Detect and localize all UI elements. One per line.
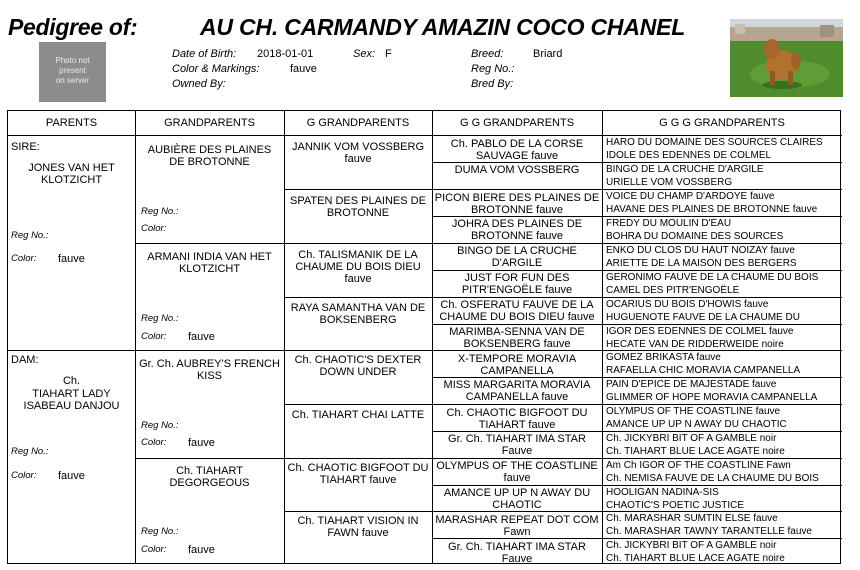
- grandparent-reg-label: Reg No.:: [141, 526, 179, 537]
- col-header-ggg-grandparents: G G G GRANDPARENTS: [659, 117, 785, 129]
- gg-grandparent: Ch. CHAOTIC BIGFOOT DU TIAHART fauve: [446, 407, 588, 431]
- grandparent-color-label: Color:: [141, 331, 167, 342]
- pedigree-label: Pedigree of:: [8, 14, 138, 40]
- owned-by-label: Owned By:: [172, 78, 226, 90]
- g-grandparent: Ch. TIAHART VISION IN FAWN fauve: [297, 515, 419, 539]
- ggg-grandparent: Ch. JICKYBRI BIT OF A GAMBLE noir: [606, 433, 777, 444]
- ggg-grandparent: ENKO DU CLOS DU HAUT NOIZAY fauve: [606, 245, 795, 256]
- gg-grandparent: MISS MARGARITA MORAVIA CAMPANELLA fauve: [443, 379, 591, 403]
- dog-name-title: AU CH. CARMANDY AMAZIN COCO CHANEL: [200, 14, 686, 40]
- bred-by-label: Bred By:: [471, 78, 514, 90]
- grandparent-reg-label: Reg No.:: [141, 206, 179, 217]
- sire-color-value: fauve: [58, 253, 85, 265]
- g-grandparent: Ch. TALISMANIK DE LA CHAUME DU BOIS DIEU fauve: [295, 249, 421, 285]
- dam-reg-label: Reg No.:: [11, 446, 49, 457]
- ggg-grandparent: BINGO DE LA CRUCHE D'ARGILE: [606, 164, 764, 175]
- dob-value: 2018-01-01: [257, 48, 314, 60]
- photo-placeholder-line: Photo not: [55, 56, 90, 65]
- ggg-grandparent: GERONIMO FAUVE DE LA CHAUME DU BOIS: [606, 272, 819, 283]
- color-markings-value: fauve: [290, 63, 317, 75]
- ggg-grandparent: Ch. TIAHART BLUE LACE AGATE noire: [606, 553, 785, 564]
- gg-grandparent: Gr. Ch. TIAHART IMA STAR Fauve: [448, 541, 586, 565]
- col-header-gg-grandparents: G G GRANDPARENTS: [459, 117, 575, 129]
- dam-name: TIAHART LADY ISABEAU DANJOU: [23, 388, 120, 412]
- gg-grandparent: MARIMBA-SENNA VAN DE BOKSENBERG fauve: [449, 326, 585, 350]
- grandparent-name: AUBIÈRE DES PLAINES DE BROTONNE: [147, 144, 272, 168]
- gg-grandparent: Ch. OSFERATU FAUVE DE LA CHAUME DU BOIS DIEU fauve: [439, 299, 595, 323]
- dam-role-label: DAM:: [11, 354, 39, 366]
- gg-grandparent: JOHRA DES PLAINES DE BROTONNE fauve: [451, 218, 583, 242]
- g-grandparent: Ch. TIAHART CHAI LATTE: [291, 409, 425, 421]
- grandparent-name: ARMANI INDIA VAN HET KLOTZICHT: [147, 251, 272, 275]
- grandparent-color-label: Color:: [141, 437, 167, 448]
- grandparent-color-label: Color:: [141, 544, 167, 555]
- grandparent-color-value: fauve: [188, 331, 215, 343]
- ggg-grandparent: AMANCE UP UP N AWAY DU CHAOTIC: [606, 419, 787, 430]
- col-header-grandparents: GRANDPARENTS: [164, 117, 255, 129]
- gg-grandparent: OLYMPUS OF THE COASTLINE fauve: [436, 460, 598, 484]
- ggg-grandparent: IDOLE DES EDENNES DE COLMEL: [606, 150, 772, 161]
- ggg-grandparent: RAFAELLA CHIC MORAVIA CAMPANELLA: [606, 365, 801, 376]
- ggg-grandparent: HARO DU DOMAINE DES SOURCES CLAIRES: [606, 137, 823, 148]
- dob-label: Date of Birth:: [172, 48, 237, 60]
- sex-label: Sex:: [353, 48, 376, 60]
- dam-title: Ch.: [62, 375, 81, 387]
- photo-placeholder-line: present: [59, 66, 86, 75]
- grandparent-color-value: fauve: [188, 544, 215, 556]
- grandparent-color-label: Color:: [141, 223, 167, 234]
- g-grandparent: Ch. CHAOTIC BIGFOOT DU TIAHART fauve: [287, 462, 429, 486]
- grandparent-name: Gr. Ch. AUBREY'S FRENCH KISS: [139, 358, 280, 382]
- ggg-grandparent: Ch. MARASHAR TAWNY TARANTELLE fauve: [606, 526, 812, 537]
- ggg-grandparent: OCARIUS DU BOIS D'HOWIS fauve: [606, 299, 769, 310]
- g-grandparent: Ch. CHAOTIC'S DEXTER DOWN UNDER: [294, 354, 422, 378]
- ggg-grandparent: PAIN D'EPICE DE MAJESTADE fauve: [606, 379, 777, 390]
- sire-reg-label: Reg No.:: [11, 230, 49, 241]
- gg-grandparent: Ch. PABLO DE LA CORSE SAUVAGE fauve: [450, 138, 584, 162]
- ggg-grandparent: Am Ch IGOR OF THE COASTLINE Fawn: [606, 460, 791, 471]
- g-grandparent: JANNIK VOM VOSSBERG fauve: [291, 141, 425, 165]
- ggg-grandparent: Ch. MARASHAR SUMTIN ELSE fauve: [606, 513, 778, 524]
- ggg-grandparent: GLIMMER OF HOPE MORAVIA CAMPANELLA: [606, 392, 818, 403]
- col-header-parents: PARENTS: [45, 117, 98, 129]
- grandparent-reg-label: Reg No.:: [141, 313, 179, 324]
- ggg-grandparent: CAMEL DES PITR'ENGOËLE: [606, 285, 740, 296]
- col-header-g-grandparents: G GRANDPARENTS: [306, 117, 410, 129]
- ggg-grandparent: OLYMPUS OF THE COASTLINE fauve: [606, 406, 781, 417]
- pedigree-table: [7, 110, 841, 564]
- ggg-grandparent: HAVANE DES PLAINES DE BROTONNE fauve: [606, 204, 818, 215]
- sire-role-label: SIRE:: [11, 141, 40, 153]
- g-grandparent: SPATEN DES PLAINES DE BROTONNE: [290, 195, 426, 219]
- dam-color-label: Color:: [11, 470, 37, 481]
- grandparent-color-value: fauve: [188, 437, 215, 449]
- gg-grandparent: JUST FOR FUN DES PITR'ENGOËLE fauve: [461, 272, 573, 296]
- color-markings-label: Color & Markings:: [172, 63, 260, 75]
- ggg-grandparent: FREDY DU MOULIN D'EAU: [606, 218, 732, 229]
- ggg-grandparent: BOHRA DU DOMAINE DES SOURCES: [606, 231, 784, 242]
- ggg-grandparent: Ch. JICKYBRI BIT OF A GAMBLE noir: [606, 540, 777, 551]
- gg-grandparent: BINGO DE LA CRUCHE D'ARGILE: [457, 245, 577, 269]
- column-divider: [135, 111, 136, 563]
- ggg-grandparent: IGOR DES EDENNES DE COLMEL fauve: [606, 326, 794, 337]
- ggg-grandparent: HECATE VAN DE RIDDERWEIDE noire: [606, 339, 784, 350]
- ggg-grandparent: VOICE DU CHAMP D'ARDOYE fauve: [606, 191, 775, 202]
- grandparent-reg-label: Reg No.:: [141, 420, 179, 431]
- ggg-grandparent: HUGUENOTE FAUVE DE LA CHAUME DU: [606, 312, 800, 323]
- ggg-grandparent: Ch. NEMISA FAUVE DE LA CHAUME DU BOIS: [606, 473, 819, 484]
- gg-grandparent: Gr. Ch. TIAHART IMA STAR Fauve: [448, 433, 586, 457]
- ggg-grandparent: GOMEZ BRIKASTA fauve: [606, 352, 721, 363]
- dog-photo: [730, 19, 843, 97]
- photo-placeholder-line: on server: [55, 76, 90, 85]
- grandparent-name: Ch. TIAHART DEGORGEOUS: [169, 465, 250, 489]
- breed-label: Breed:: [471, 48, 504, 60]
- gg-grandparent: DUMA VOM VOSSBERG: [454, 164, 580, 176]
- gg-grandparent: MARASHAR REPEAT DOT COM Fawn: [435, 514, 599, 538]
- ggg-grandparent: ARIETTE DE LA MAISON DES BERGERS: [606, 258, 797, 269]
- photo-placeholder: [39, 42, 106, 102]
- breed-value: Briard: [533, 48, 563, 60]
- g-grandparent: RAYA SAMANTHA VAN DE BOKSENBERG: [290, 302, 426, 326]
- gg-grandparent: PICON BIERE DES PLAINES DE BROTONNE fauve: [434, 192, 600, 216]
- ggg-grandparent: HOOLIGAN NADINA-SIS: [606, 487, 719, 498]
- gg-grandparent: AMANCE UP UP N AWAY DU CHAOTIC: [443, 487, 591, 511]
- gg-grandparent: X-TEMPORE MORAVIA CAMPANELLA: [457, 353, 577, 377]
- ggg-grandparent: URIELLE VOM VOSSBERG: [606, 177, 733, 188]
- sire-name: JONES VAN HET KLOTZICHT: [28, 162, 115, 186]
- sire-color-label: Color:: [11, 253, 37, 264]
- ggg-grandparent: Ch. TIAHART BLUE LACE AGATE noire: [606, 446, 785, 457]
- dam-color-value: fauve: [58, 470, 85, 482]
- reg-no-label: Reg No.:: [471, 63, 515, 75]
- column-divider: [284, 111, 285, 563]
- ggg-grandparent: CHAOTIC'S POETIC JUSTICE: [606, 500, 745, 511]
- sex-value: F: [385, 48, 392, 60]
